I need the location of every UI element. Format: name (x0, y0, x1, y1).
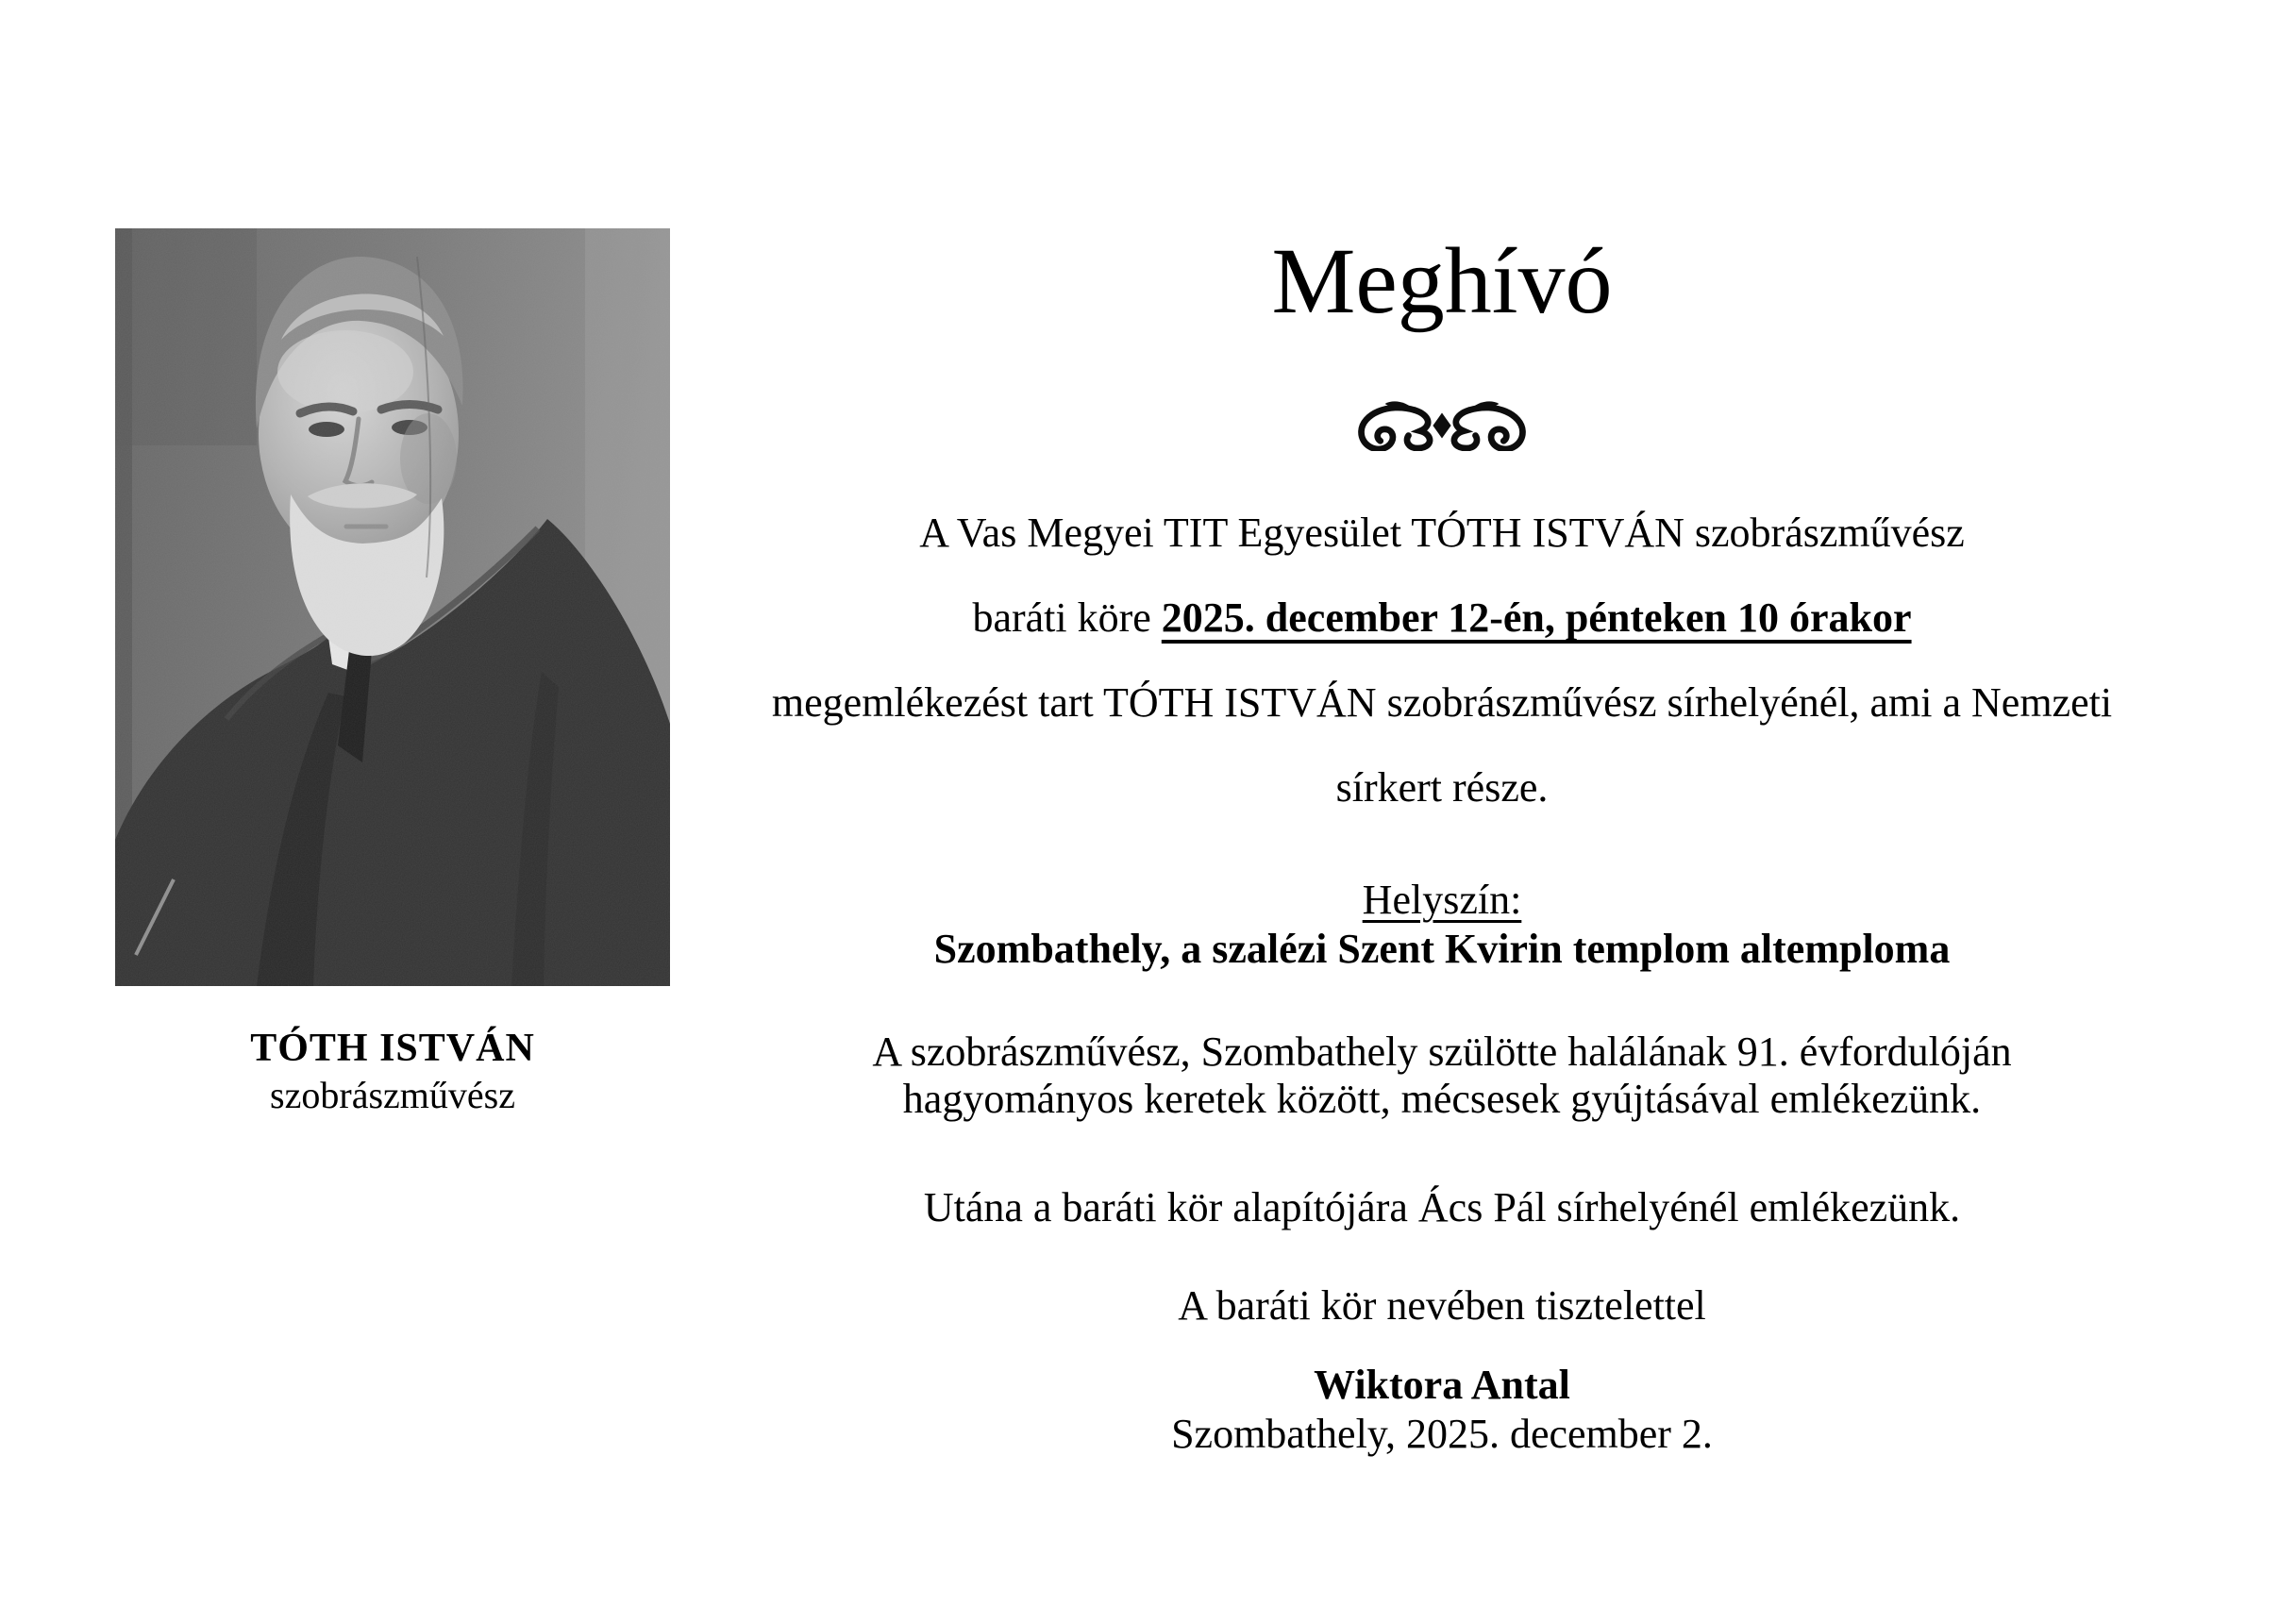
photo-caption-name: TÓTH ISTVÁN (250, 1027, 535, 1070)
memorial-line-1: A szobrászművész, Szombathely szülötte halálának 91. évfordulóján (872, 1029, 2012, 1075)
memorial-line-2: hagyományos keretek között, mécsesek gyújtásával emlékezünk. (902, 1076, 1982, 1122)
location-value: Szombathely, a szalézi Szent Kvirin templom altemploma (933, 926, 1951, 972)
signature-name: Wiktora Antal (1314, 1362, 1570, 1408)
invitation-content (576, 0, 2296, 1623)
location-label: Helyszín: (1362, 877, 1522, 923)
photo-caption-role: szobrászművész (270, 1074, 515, 1116)
page-title: Meghívó (1271, 228, 1613, 333)
intro-line-4: sírkert része. (1335, 764, 1549, 811)
signature-section (576, 1361, 2296, 1459)
intro-line-2-prefix: baráti köre (972, 594, 1151, 641)
intro-paragraph (576, 491, 2296, 830)
after-note: Utána a baráti kör alapítójára Ács Pál sírhelyénél emlékezünk. (923, 1184, 1961, 1230)
event-date-highlight: 2025. december 12-én, pénteken 10 órakor (1161, 594, 1912, 641)
intro-line-1: A Vas Megyei TIT Egyesület TÓTH ISTVÁN szobrászművész (919, 510, 1965, 556)
location-section (576, 876, 2296, 974)
intro-line-2 (576, 576, 2296, 661)
signature-place-date: Szombathely, 2025. december 2. (1171, 1411, 1713, 1457)
memorial-paragraph (576, 1029, 2296, 1123)
floral-divider-icon (576, 400, 2296, 455)
intro-line-3: megemlékezést tart TÓTH ISTVÁN szobrászművész sírhelyénél, ami a Nemzeti (771, 679, 2113, 726)
closing-line: A baráti kör nevében tisztelettel (1178, 1282, 1706, 1329)
